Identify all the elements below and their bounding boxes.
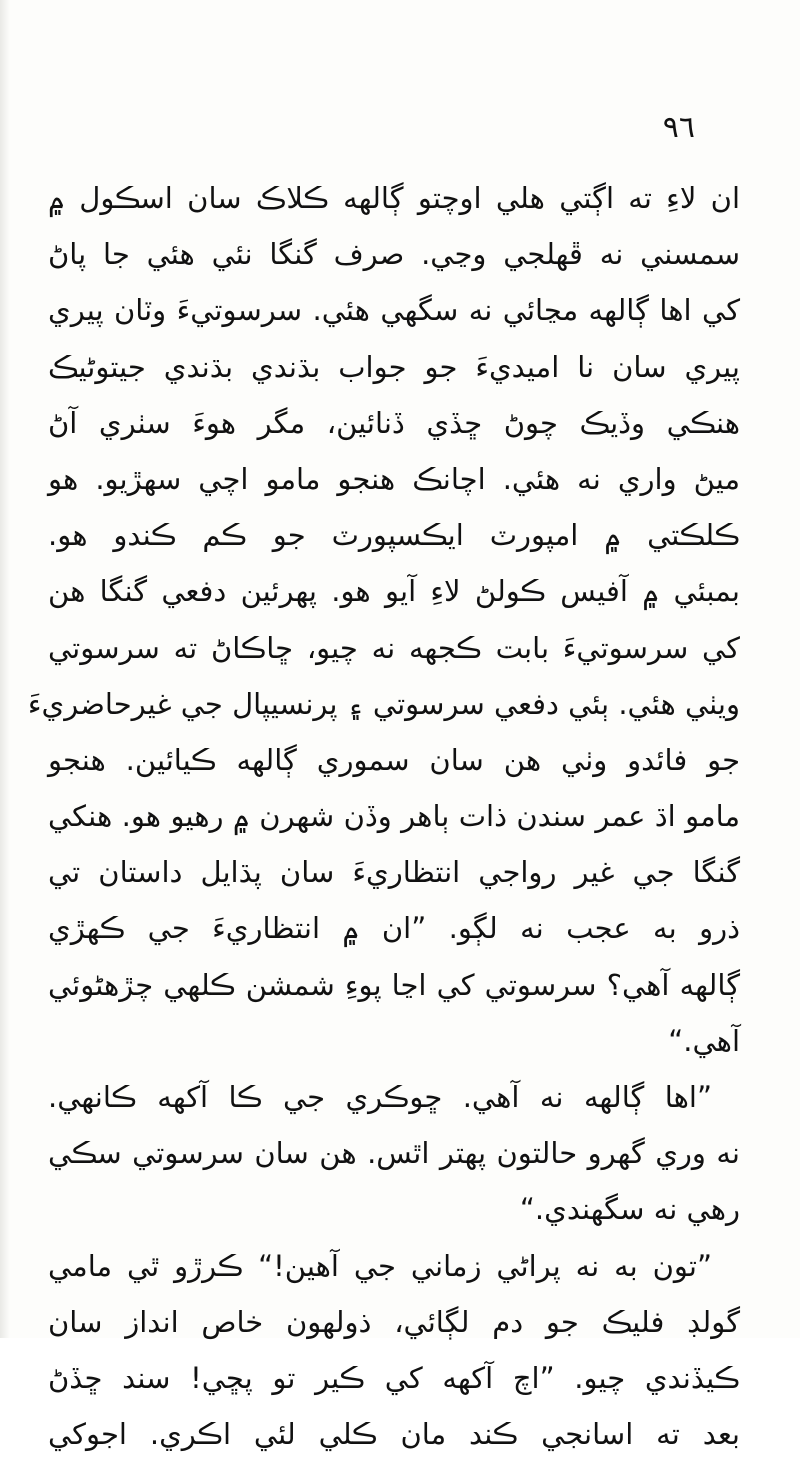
text-line: ميڻ واري نه هئي. اچانڪ هنجو مامو اچي سهڙيو. هو xyxy=(48,461,740,496)
text-line: مامو اڌ عمر سندن ذات ٻاهر وڏن شهرن ۾ رهيو هو. هنکي xyxy=(48,799,740,834)
text-line: ”تون به نه پراڻي زماني جي آهين!“ ڪرڙو ٿي مامي xyxy=(48,1248,712,1283)
text-line: ڪيڏندي چيو. ”اچ آکهه کي ڪير تو پڇي! سند ڇڏڻ xyxy=(48,1360,740,1395)
text-line: ويٺي هئي. ٻئي دفعي سرسوتي ۽ پرنسيپال جي غيرحاضريءَ xyxy=(27,686,740,721)
text-line: جو فائدو وٺي هن سان سموري ڳالهه ڪيائين. هنجو xyxy=(48,742,740,777)
text-line: ڳالهه آهي؟ سرسوتي کي اڃا پوءِ شمشن ڪلهي چڙهڻوئي xyxy=(48,967,740,1002)
text-line: پيري سان نا اميديءَ جو جواب بڌندي بڌندي جيتوڻيڪ xyxy=(48,349,740,384)
text-line: گنگا جي غير رواجي انتظاريءَ سان پڌايل داستان تي xyxy=(48,855,740,890)
text-line: رهي نه سگهندي.“ xyxy=(519,1192,740,1227)
text-line: ان لاءِ ته اڳتي هلي اوچتو ڳالهه ڪلاڪ سان اسڪول ۾ xyxy=(48,181,740,215)
text-line: ”اها ڳالهه نه آهي. ڇوڪري جي ڪا آکهه ڪانهي. xyxy=(48,1080,712,1114)
text-line: آهي.“ xyxy=(668,1023,740,1058)
text-line: کي سرسوتيءَ بابت ڪجهه نه چيو، ڇاڪاڻ ته سرسوتي xyxy=(48,630,740,665)
scan-edge xyxy=(0,0,10,1338)
text-line: کي اها ڳالهه مڃائي نه سگهي هئي. سرسوتيءَ وٽان پيري xyxy=(48,293,740,328)
body-text xyxy=(27,170,740,1462)
text-line: بمبئي ۾ آفيس ڪولڻ لاءِ آيو هو. پهرئين دفعي گنگا هن xyxy=(48,574,740,609)
text-line: گولڊ فليڪ جو دم لڳائي، ذولهون خاص انداز سان xyxy=(48,1304,740,1339)
text-line: نه وري گهرو حالتون پهتر اٿس. هن سان سرسوتي سڪي xyxy=(48,1136,740,1171)
page-number: ٩٦ xyxy=(662,110,695,145)
text-line: ذرو به عجب نه لڳو. ”ان ۾ انتظاريءَ جي ڪهڙي xyxy=(48,911,740,946)
text-line: هنڪي وڏيڪ چوڻ ڇڏي ڏنائين، مگر هوءَ سٺري آڻ xyxy=(48,405,740,440)
text-line: سمسني نه ڦهلجي وڃي. صرف گنگا نئي هئي جا پاڻ xyxy=(48,237,740,272)
text-line: بعد ته اسانجي ڪند مان ڪلي لئي اڪري. اجوکي xyxy=(48,1417,740,1452)
text-line: ڪلڪتي ۾ امپورٽ ايڪسپورٽ جو ڪم ڪندو هو. xyxy=(48,518,740,553)
